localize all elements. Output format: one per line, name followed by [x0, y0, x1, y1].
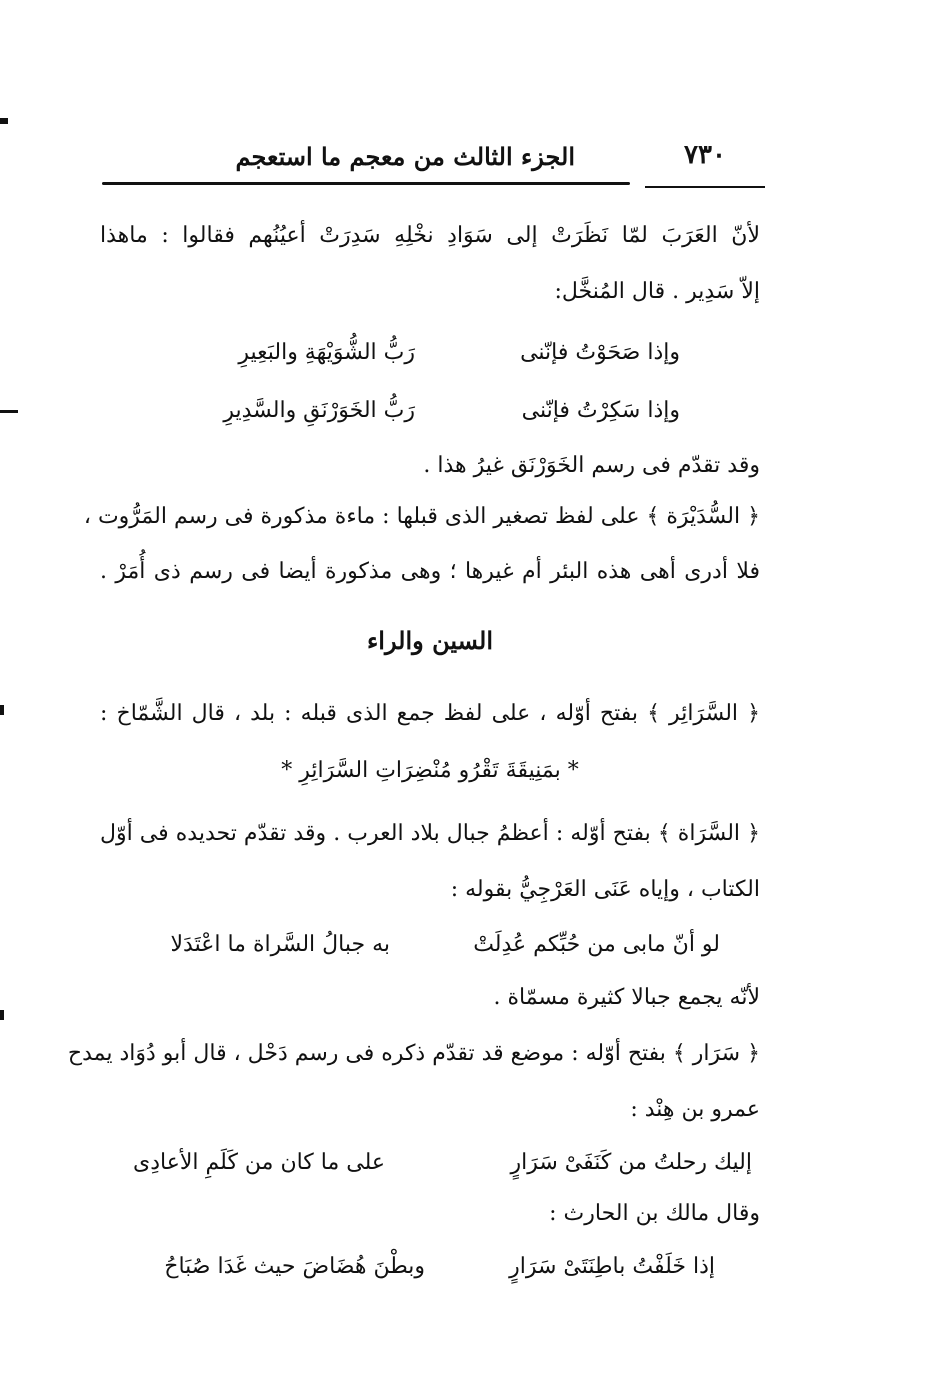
entry-line: ﴿ سَرَار ﴾ بفتح أوّله : موضع قد تقدّم ذكره فى رسم دَحْل ، قال أبو دُوَاد يمدح	[67, 1041, 760, 1066]
verse-first-hemistich: وإذا صَحَوْتُ فإنّنى	[520, 340, 680, 365]
verse-second-hemistich: على ما كان من كَلَمِ الأعادِى	[133, 1150, 385, 1175]
verse-line	[100, 396, 760, 426]
text-line: عمرو بن هِنْد :	[630, 1097, 760, 1122]
entry-line: ﴿ السَّرَائِر ﴾ بفتح أوّله ، على لفظ جمع الذى قبله : بلد ، قال الشَّمّاخ :	[100, 701, 760, 726]
verse-line	[100, 1148, 760, 1178]
text-line: وقد تقدّم فى رسم الخَوَرْنَق غيرُ هذا .	[423, 453, 760, 478]
entry-line: ﴿ السَّرَاة ﴾ بفتح أوّله : أعظمُ جبال بلاد العرب . وقد تقدّم تحديده فى أوّل	[100, 821, 760, 846]
scan-mark-lower	[0, 705, 4, 715]
scan-mark-top	[0, 118, 8, 124]
verse-line	[100, 1252, 760, 1282]
text-line: وقال مالك بن الحارث :	[549, 1201, 760, 1226]
entry-line: ﴿ السُّدَيْرَة ﴾ على لفظ تصغير الذى قبلها : ماءة مذكورة فى رسم المَرُّوت ،	[83, 504, 760, 529]
verse-first-hemistich: إليك رحلتُ من كَنَفَىْ سَرَارٍ	[510, 1150, 752, 1175]
text-line: الكتاب ، وإياه عَنَى العَرْجِيُّ بقوله :	[450, 877, 760, 902]
verse-second-hemistich: به جبالُ السَّراة ما اعْتَدَلا	[170, 932, 390, 957]
verse-second-hemistich: رَبُّ الخَوَرْنَقِ والسَّدِيرِ	[223, 398, 415, 423]
verse-first-hemistich: إذا خَلَفْتُ باطِنَتَىْ سَرَارٍ	[509, 1254, 715, 1279]
header-rule-under-title	[102, 182, 630, 185]
verse-second-hemistich: وبطْنَ هُضَاضَ حيث غَدَا صُبَاحُ	[164, 1254, 425, 1279]
text-line: إلاّ سَدِير . قال المُنخَّل:	[554, 279, 760, 304]
scan-mark-bottom	[0, 1010, 4, 1020]
text-line: فلا أدرى أهى هذه البئر أم غيرها ؛ وهى مذكورة أيضا فى رسم ذى أُمَرْ .	[100, 559, 760, 584]
verse-first-hemistich: لو أنّ مابى من حُبِّكم عُدِلَتْ	[473, 932, 720, 957]
verse-line	[100, 930, 760, 960]
verse-first-hemistich: وإذا سَكِرْتُ فإنّنى	[521, 398, 680, 423]
page-number: ٧٣٠	[684, 140, 726, 170]
verse-second-hemistich: رَبُّ الشُّوَيْهَةِ والبَعِيرِ	[238, 340, 415, 365]
text-line: لأنّ العَرَبَ لمّا نَظَرَتْ إلى سَوَادِ نخْلِهِ سَدِرَتْ أعيُنُهم فقالوا : ماهذا	[100, 223, 760, 248]
verse-line	[100, 338, 760, 368]
running-title: الجزء الثالث من معجم ما استعجم	[235, 142, 575, 171]
section-heading: السين والراء	[366, 626, 494, 655]
header-rule-under-number	[645, 186, 765, 188]
half-verse: * بمَنِيقَةَ تَقْرُو مُنْضِرَاتِ السَّرَائِرِ *	[281, 758, 579, 783]
page-header	[100, 140, 765, 180]
scan-mark-middle	[0, 410, 18, 413]
text-line: لأنّه يجمع جبالا كثيرة مسمّاة .	[493, 985, 760, 1010]
